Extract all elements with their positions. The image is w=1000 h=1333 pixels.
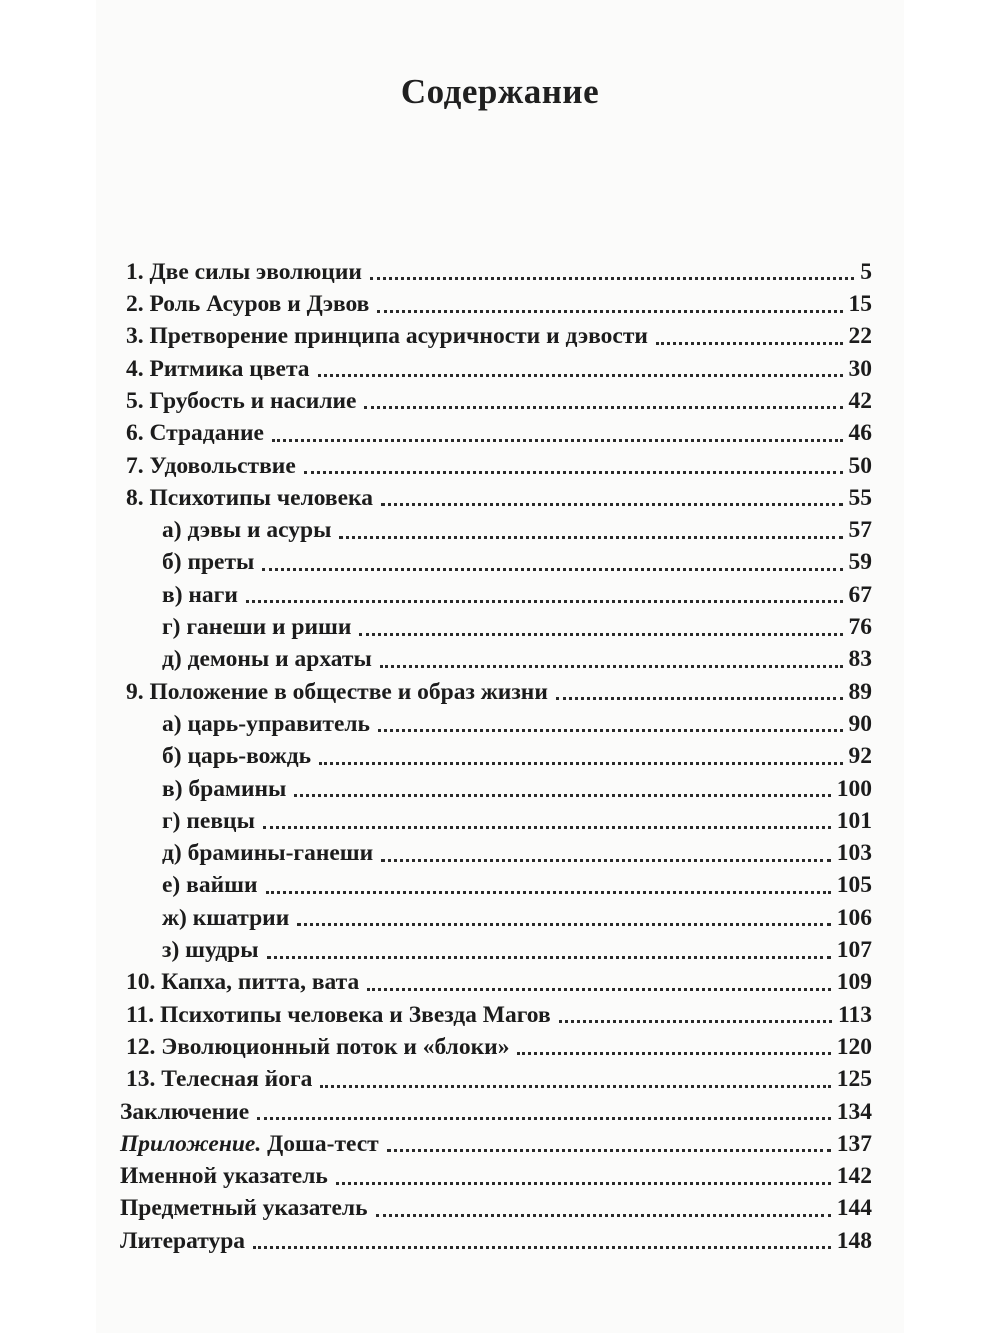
toc-entry xyxy=(120,512,872,544)
toc-entry-page-number: 103 xyxy=(836,840,872,867)
toc-entry-page-number: 89 xyxy=(848,678,872,705)
toc-entry-label: 11. Психотипы человека и Звезда Магов xyxy=(126,1001,551,1028)
toc-entry xyxy=(120,1061,872,1093)
toc-entry-label: 2. Роль Асуров и Дэвов xyxy=(126,291,370,318)
dot-leader xyxy=(359,633,842,636)
toc-entry-label: з) шудры xyxy=(162,937,259,964)
toc-entry-label: д) демоны и архаты xyxy=(162,646,372,673)
toc-entry xyxy=(120,319,872,351)
toc-entry xyxy=(120,674,872,706)
toc-entry xyxy=(120,545,872,577)
toc-entry-page-number: 42 xyxy=(848,387,872,414)
toc-entry-page-number: 67 xyxy=(848,581,872,608)
toc-entry-label: в) брамины xyxy=(162,775,287,802)
dot-leader xyxy=(263,826,831,829)
toc-entry-page-number: 46 xyxy=(848,420,872,447)
dot-leader xyxy=(370,277,854,280)
dot-leader xyxy=(253,1246,831,1249)
toc-entry-label: 4. Ритмика цвета xyxy=(126,355,310,382)
toc-entry-label: Именной указатель xyxy=(120,1163,328,1190)
toc-entry-label: 12. Эволюционный поток и «блоки» xyxy=(126,1033,510,1060)
toc-entry-label: 3. Претворение принципа асуричности и дэвости xyxy=(126,323,648,350)
toc-entry-label: 1. Две силы эволюции xyxy=(126,258,362,285)
toc-entry-page-number: 100 xyxy=(836,775,872,802)
dot-leader xyxy=(517,1052,830,1055)
dot-leader xyxy=(297,923,831,926)
toc-entry-label: Предметный указатель xyxy=(120,1195,368,1222)
toc-entry-label: 5. Грубость и насилие xyxy=(126,387,357,414)
toc-entry-page-number: 55 xyxy=(848,484,872,511)
dot-leader xyxy=(266,891,831,894)
toc-entry-page-number: 30 xyxy=(848,355,872,382)
toc-entry xyxy=(120,738,872,770)
toc-entry-page-number: 107 xyxy=(836,937,872,964)
dot-leader xyxy=(246,600,843,603)
toc-entry-page-number: 15 xyxy=(848,291,872,318)
toc-entry xyxy=(120,803,872,835)
toc-entry-label: Литература xyxy=(120,1227,246,1254)
toc-entry-label: 13. Телесная йога xyxy=(126,1066,313,1093)
toc-entry-label: Заключение xyxy=(120,1098,250,1125)
toc-entry-label-italic: Приложение. xyxy=(120,1130,262,1157)
toc-entry xyxy=(120,1126,872,1158)
dot-leader xyxy=(319,762,842,765)
toc-entry-page-number: 106 xyxy=(836,904,872,931)
toc-entry-label: 7. Удовольствие xyxy=(126,452,296,479)
toc-entry-page-number: 57 xyxy=(848,517,872,544)
toc-entry-label: 10. Капха, питта, вата xyxy=(126,969,360,996)
dot-leader xyxy=(304,471,843,474)
toc-entry xyxy=(120,1158,872,1190)
toc-entry xyxy=(120,771,872,803)
toc-entry-label: б) царь-вождь xyxy=(162,743,312,770)
toc-entry-label xyxy=(120,1130,379,1159)
dot-leader xyxy=(381,859,831,862)
toc-entry-page-number: 142 xyxy=(836,1163,872,1190)
toc-entry-label: г) певцы xyxy=(162,807,255,834)
dot-leader xyxy=(377,310,842,313)
toc-entry xyxy=(120,932,872,964)
toc-entry xyxy=(120,868,872,900)
toc-entry-page-number: 22 xyxy=(848,323,872,350)
toc-entry-page-number: 113 xyxy=(838,1001,872,1028)
toc-entry xyxy=(120,577,872,609)
toc-entry-page-number: 134 xyxy=(836,1098,872,1125)
toc-entry xyxy=(120,997,872,1029)
toc-entry-label: 6. Страдание xyxy=(126,420,264,447)
toc-entry-page-number: 125 xyxy=(836,1066,872,1093)
toc-entry-label: 8. Психотипы человека xyxy=(126,484,373,511)
toc-entry xyxy=(120,1029,872,1061)
dot-leader xyxy=(257,1117,831,1120)
dot-leader xyxy=(267,956,831,959)
toc-entry xyxy=(120,1191,872,1223)
toc-entry-page-number: 76 xyxy=(848,614,872,641)
toc-entry-page-number: 101 xyxy=(836,807,872,834)
dot-leader xyxy=(262,568,842,571)
dot-leader xyxy=(364,406,842,409)
toc-entry xyxy=(120,254,872,286)
dot-leader xyxy=(387,1149,831,1152)
dot-leader xyxy=(272,439,843,442)
toc-entry xyxy=(120,351,872,383)
toc-entry xyxy=(120,480,872,512)
table-of-contents xyxy=(120,254,872,1255)
toc-entry-page-number: 144 xyxy=(836,1195,872,1222)
toc-entry-label: е) вайши xyxy=(162,872,258,899)
toc-entry xyxy=(120,706,872,738)
page-title: Содержание xyxy=(400,72,600,111)
dot-leader xyxy=(559,1020,832,1023)
toc-entry xyxy=(120,286,872,318)
toc-entry-label: а) дэвы и асуры xyxy=(162,517,332,544)
toc-entry-page-number: 137 xyxy=(836,1130,872,1157)
toc-entry-page-number: 109 xyxy=(836,969,872,996)
toc-entry xyxy=(120,642,872,674)
toc-entry xyxy=(120,1223,872,1255)
toc-entry xyxy=(120,383,872,415)
toc-entry-label: 9. Положение в обществе и образ жизни xyxy=(126,678,548,705)
dot-leader xyxy=(318,374,843,377)
dot-leader xyxy=(367,988,830,991)
dot-leader xyxy=(336,1182,831,1185)
dot-leader xyxy=(381,503,843,506)
toc-entry-page-number: 83 xyxy=(848,646,872,673)
toc-entry xyxy=(120,609,872,641)
toc-entry-page-number: 148 xyxy=(836,1227,872,1254)
dot-leader xyxy=(378,729,843,732)
dot-leader xyxy=(294,794,830,797)
toc-entry-label: ж) кшатрии xyxy=(162,904,290,931)
dot-leader xyxy=(556,697,843,700)
dot-leader xyxy=(380,665,843,668)
toc-entry-page-number: 50 xyxy=(848,452,872,479)
toc-entry xyxy=(120,835,872,867)
toc-entry-label: б) преты xyxy=(162,549,255,576)
toc-entry-page-number: 105 xyxy=(836,872,872,899)
dot-leader xyxy=(376,1214,831,1217)
toc-entry xyxy=(120,965,872,997)
toc-entry-label: г) ганеши и риши xyxy=(162,614,352,641)
toc-entry-label: в) наги xyxy=(162,581,238,608)
toc-entry-page-number: 120 xyxy=(836,1033,872,1060)
toc-entry xyxy=(120,1094,872,1126)
toc-entry-page-number: 92 xyxy=(848,743,872,770)
toc-entry-page-number: 5 xyxy=(860,258,872,285)
toc-entry xyxy=(120,900,872,932)
toc-entry-label: д) брамины-ганеши xyxy=(162,840,374,867)
toc-entry-label: а) царь-управитель xyxy=(162,710,370,737)
dot-leader xyxy=(339,536,842,539)
toc-entry-page-number: 59 xyxy=(848,549,872,576)
toc-entry xyxy=(120,448,872,480)
toc-entry-page-number: 90 xyxy=(848,710,872,737)
toc-entry-label-text: Доша-тест xyxy=(261,1130,379,1157)
toc-entry xyxy=(120,415,872,447)
dot-leader xyxy=(656,342,843,345)
dot-leader xyxy=(320,1085,830,1088)
